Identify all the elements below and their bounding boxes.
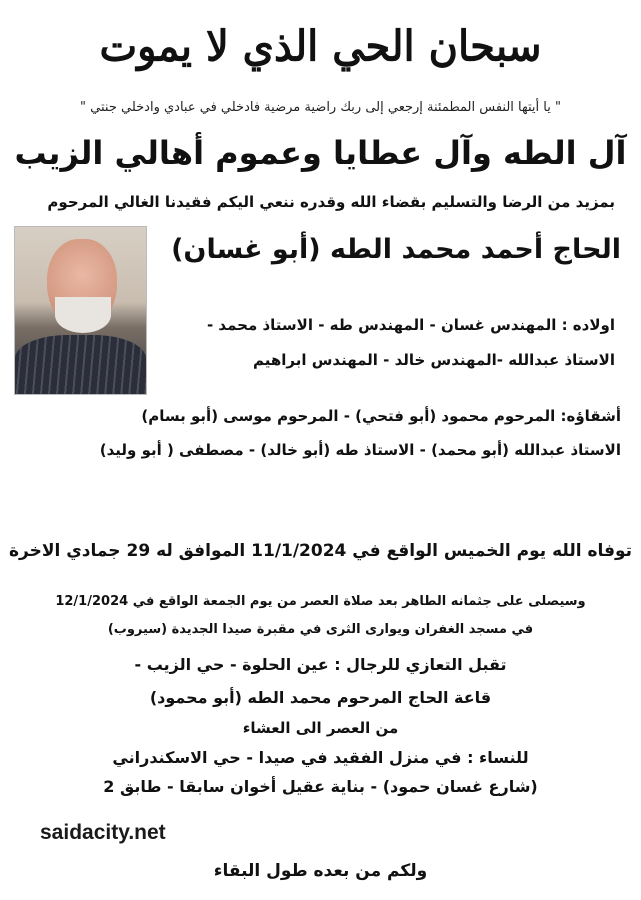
condolence-line-2: قاعة الحاج المرحوم محمد الطه (أبو محمود) [149, 688, 492, 707]
siblings-line-1: أشقاؤه: المرحوم محمود (أبو فتحي) - المرحوم موسى (أبو بسام) [141, 407, 621, 425]
intro-text: بمزيد من الرضا والتسليم بقضاء الله وقدره ننعي اليكم فقيدنا الغالي المرحوم [47, 193, 615, 211]
deceased-name: الحاج أحمد محمد الطه (أبو غسان) [171, 234, 621, 265]
death-notice: توفاه الله يوم الخميس الواقع في 11/1/2024 الموافق له 29 جمادي الاخرة [8, 541, 633, 561]
deceased-photo [14, 226, 147, 395]
prayer-line-1: وسيصلى على جثمانه الطاهر بعد صلاة العصر من يوم الجمعة الواقع في 12/1/2024 [55, 594, 586, 609]
siblings-line-2: الاستاذ عبدالله (أبو محمد) - الاستاذ طه (أبو خالد) - مصطفى ( أبو وليد) [99, 441, 621, 459]
calligraphy-header: سبحان الحي الذي لا يموت [99, 21, 542, 71]
family-title: آل الطه وآل عطايا وعموم أهالي الزيب [14, 134, 627, 172]
condolence-line-5: (شارع غسان حمود) - بناية عقيل أخوان سابقا - طابق 2 [103, 777, 538, 796]
photo-shirt [15, 335, 146, 394]
closing-phrase: ولكم من بعده طول البقاء [213, 861, 428, 881]
prayer-line-2: في مسجد الغفران ويوارى الثرى في مقبرة صيدا الجديدة (سيروب) [107, 622, 534, 637]
website-watermark: saidacity.net [40, 821, 166, 844]
condolence-line-3: من العصر الى العشاء [242, 719, 399, 737]
photo-beard [55, 297, 111, 333]
condolence-line-1: تقبل التعازي للرجال : عين الحلوة - حي الزيب - [134, 655, 507, 674]
sons-line-1: اولاده : المهندس غسان - المهندس طه - الاستاذ محمد - [206, 316, 615, 334]
sons-line-2: الاستاذ عبدالله -المهندس خالد - المهندس ابراهيم [252, 351, 615, 369]
condolence-line-4: للنساء : في منزل الفقيد في صيدا - حي الاسكندراني [112, 748, 529, 767]
quran-verse: " يا أيتها النفس المطمئنة إرجعي إلى ربك راضية مرضية فادخلي في عبادي وادخلي جنتي " [80, 100, 561, 115]
